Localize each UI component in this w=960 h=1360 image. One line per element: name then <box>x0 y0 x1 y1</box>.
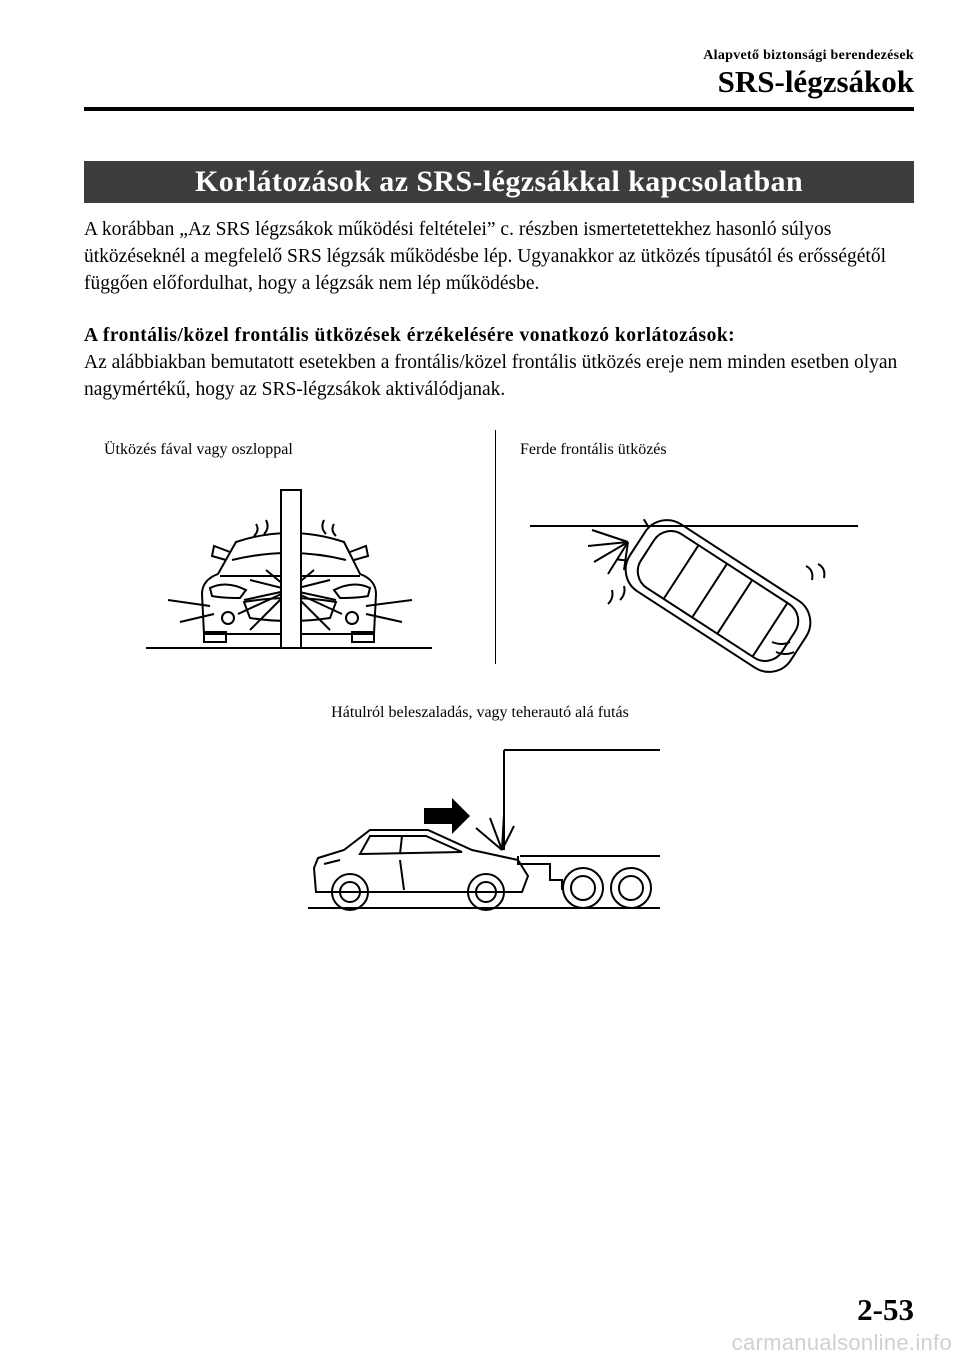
oblique-impact-illustration <box>528 508 868 668</box>
header-title: SRS-légzsákok <box>717 64 914 99</box>
caption-pole-impact: Ütközés fával vagy oszloppal <box>104 441 293 458</box>
caption-oblique-impact: Ferde frontális ütközés <box>520 441 667 458</box>
section-banner: Korlátozások az SRS-légzsákkal kapcsolatban <box>84 161 914 203</box>
header-section: Alapvető biztonsági berendezések <box>703 48 914 63</box>
watermark: carmanualsonline.info <box>731 1330 952 1355</box>
page-number: 2-53 <box>857 1292 914 1327</box>
figure-divider <box>495 430 496 664</box>
header-rule <box>84 107 914 111</box>
caption-underride-impact: Hátulról beleszaladás, vagy teherautó alá futás <box>331 704 629 721</box>
underride-impact-illustration <box>300 740 670 915</box>
subheading: A frontális/közel frontális ütközések érzékelésére vonatkozó korlátozások: <box>84 325 736 346</box>
body-paragraph: Az alábbiakban bemutatott esetekben a frontális/közel frontális ütközés ereje nem minden esetben olyan nagymértékű, hogy az SRS-légzsákok aktiválódjanak. <box>84 352 898 400</box>
intro-paragraph: A korábban „Az SRS légzsákok működési feltételei” c. részben ismertetettekhez hasonló súlyos ütközéseknél a megfelelő SRS légzsák működésbe lép. Ugyanakkor az ütközés típusától és erősségétől függően előfordulhat, hogy a légzsák nem lép működésbe. <box>84 219 886 294</box>
pole-impact-illustration <box>140 490 440 660</box>
